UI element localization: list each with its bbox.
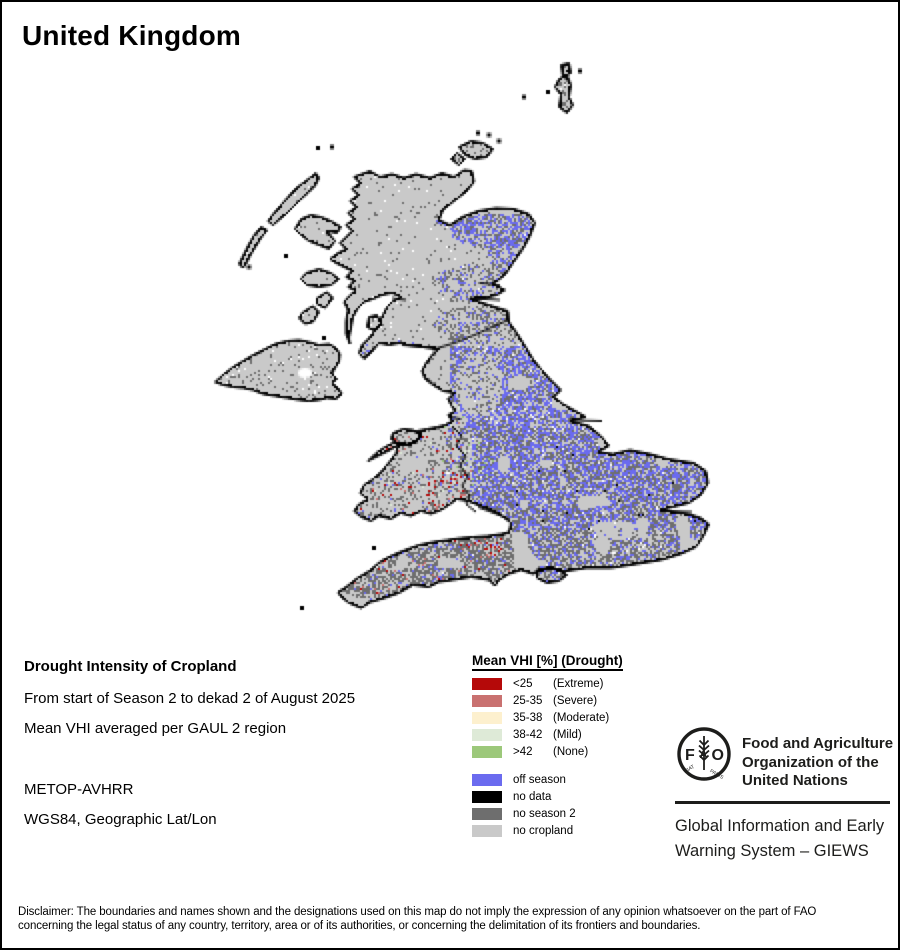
legend-swatch-off-season [472,774,502,786]
legend-swatch-severe [472,695,502,707]
legend-row-off-season [472,774,672,786]
fao-name [742,735,893,791]
legend-label: (Extreme) [553,678,604,690]
legend-row-none [472,746,672,758]
legend-swatch-mild [472,729,502,741]
legend-row-no-data [472,791,672,803]
legend-row-no-cropland [472,825,672,837]
legend-label: (None) [553,746,589,758]
fao-name-line2: Organization of the [742,753,879,771]
legend-row-severe [472,695,672,707]
legend-swatch-moderate [472,712,502,724]
legend [472,652,672,842]
legend-value: >42 [513,746,533,758]
disclaimer-line2: concerning the legal status of any country, territory, area or of its authorities, or concerning the delimitation of its frontiers and boundaries. [18,920,701,932]
legend-label: off season [513,774,566,786]
map-subtitle: Drought Intensity of Cropland [24,658,237,675]
page-title: United Kingdom [22,20,241,51]
legend-drought-classes [472,678,672,758]
fao-letter-f: F [685,747,695,764]
legend-label: (Severe) [553,695,598,707]
legend-value: 38-42 [513,729,543,741]
legend-row-mild [472,729,672,741]
legend-season-classes [472,774,672,837]
legend-label: no season 2 [513,808,576,820]
legend-swatch-none [472,746,502,758]
legend-swatch-no-data [472,791,502,803]
giews-name [675,814,884,864]
fao-motto-fiat: FIAT [683,763,696,775]
legend-value: 25-35 [513,695,543,707]
map-period-text: From start of Season 2 to dekad 2 of August 2025 [24,690,356,707]
fao-motto-panis: PANIS [708,768,725,781]
legend-swatch-extreme [472,678,502,690]
uk-drought-raster-map [2,2,900,952]
legend-value: <25 [513,678,533,690]
fao-logo-icon [676,726,732,782]
map-sensor-text: METOP-AVHRR [24,781,134,798]
fao-divider-rule [675,801,890,804]
legend-swatch-no-season2 [472,808,502,820]
legend-row-moderate [472,712,672,724]
fao-letter-o: O [711,747,724,764]
giews-line2: Warning System – GIEWS [675,842,869,860]
disclaimer-line1: Disclaimer: The boundaries and names shown and the designations used on this map do not imply the expression of any opinion whatsoever on the part of FAO [18,906,817,918]
legend-label: (Mild) [553,729,582,741]
legend-row-extreme [472,678,672,690]
fao-letter-a: A [699,749,708,761]
legend-label: (Moderate) [553,712,610,724]
fao-name-line1: Food and Agriculture [742,735,894,752]
legend-value: 35-38 [513,712,543,724]
fao-name-line3: United Nations [742,772,848,789]
map-projection-text: WGS84, Geographic Lat/Lon [24,811,217,828]
legend-title: Mean VHI [%] (Drought) [472,653,623,671]
disclaimer-text [18,905,816,933]
map-method-text: Mean VHI averaged per GAUL 2 region [24,720,287,737]
giews-line1: Global Information and Early [675,817,885,835]
legend-label: no data [513,791,552,803]
legend-label: no cropland [513,825,574,837]
legend-row-no-season2 [472,808,672,820]
legend-swatch-no-cropland [472,825,502,837]
